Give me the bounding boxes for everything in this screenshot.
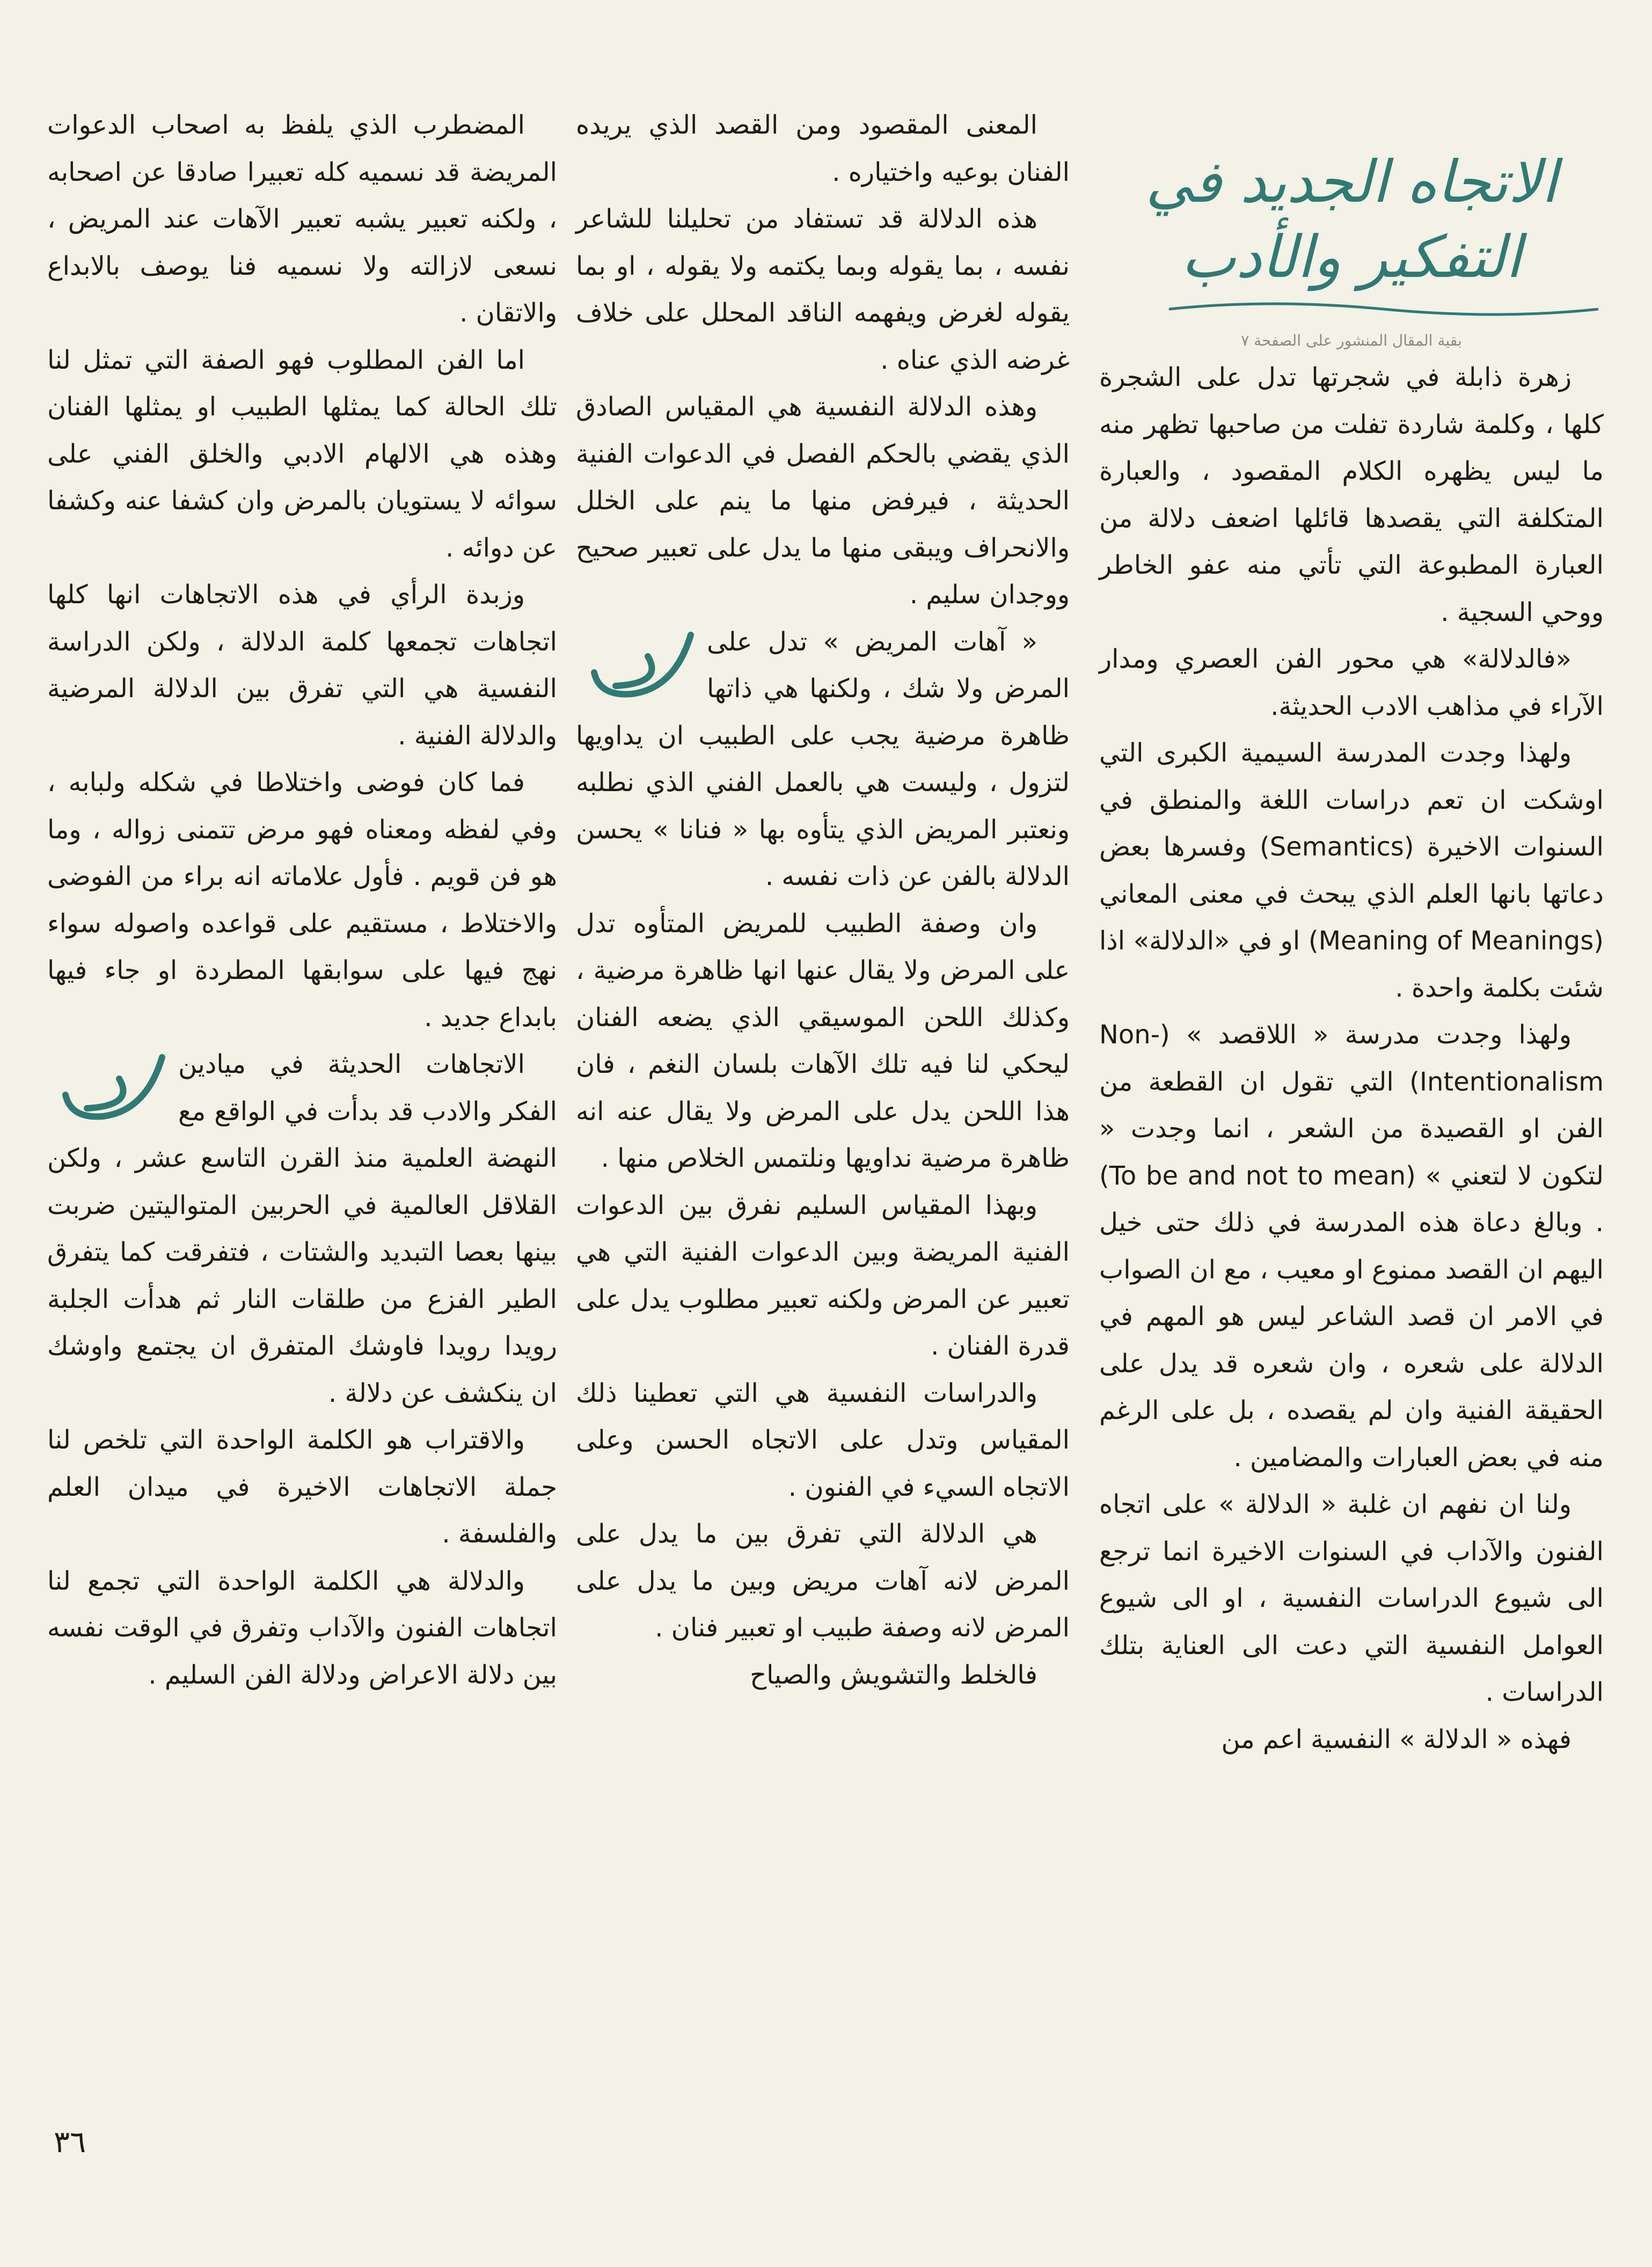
decorative-initial-icon: [583, 624, 707, 705]
decorative-initial-icon: [55, 1047, 178, 1127]
paragraph: هي الدلالة التي تفرق بين ما يدل على المرض لانه آهات مريض وبين ما يدل على المرض لانه وصفة طبيب او تعبير فنان .: [576, 1519, 1070, 1643]
article-title: الاتجاه الجديد في التفكير والأدب: [1145, 149, 1558, 291]
paragraph: اما الفن المطلوب فهو الصفة التي تمثل لنا تلك الحالة كما يمثلها الطبيب او يمثلها الفنان وهذه هي الالهام الادبي والخلق الفني على سوائه لا يستويان بالمرض وان كشفا عنه وكشفا عن دوائه .: [47, 345, 557, 563]
paragraph: « آهات المريض » تدل على المرض ولا شك ، ولكنها هي ذاتها ظاهرة مرضية يجب على الطبيب ان يداويها لتزول ، وليست هي بالعمل الفني الذي نطلبه ونعتبر المريض الذي يتأوه بها « فنانا » يحسن الدلالة بالفن عن ذات نفسه .: [576, 626, 1070, 891]
paragraph: والدلالة هي الكلمة الواحدة التي تجمع لنا اتجاهات الفنون والآداب وتفرق في الوقت نفسه بين دلالة الاعراض ودلالة الفن السليم .: [47, 1566, 557, 1690]
column-left: [47, 102, 557, 1699]
paragraph: هذه الدلالة قد تستفاد من تحليلنا للشاعر نفسه ، بما يقوله وبما يكتمه ولا يقوله ، او بما يقوله لغرض ويفهمه الناقد المحلل على خلاف غرضه الذي عناه .: [576, 204, 1070, 375]
paragraph: ولنا ان نفهم ان غلبة « الدلالة » على اتجاه الفنون والآداب في السنوات الاخيرة انما ترجع الى شيوع الدراسات النفسية ، او الى شيوع العوامل النفسية التي دعت الى العناية بتلك الدراسات .: [1099, 1489, 1604, 1707]
paragraph: والدراسات النفسية هي التي تعطينا ذلك المقياس وتدل على الاتجاه الحسن وعلى الاتجاه السيء في الفنون .: [576, 1378, 1070, 1502]
paragraph: ولهذا وجدت مدرسة « اللاقصد » (Non-Intentionalism) التي تقول ان القطعة من الفن او القصيدة من الشعر ، انما وجدت « لتكون لا لتعني » (To be and not to mean) . وبالغ دعاة هذه المدرسة في ذلك حتى خيل اليهم ان القصد ممنوع او معيب ، مع ان الصواب في الامر ان قصد الشاعر ليس هو المهم في الدلالة على شعره ، وان شعره قد يدل على الحقيقة الفنية وان لم يقصده ، بل على الرغم منه في بعض العبارات والمضامين .: [1099, 1020, 1604, 1473]
paragraph: المضطرب الذي يلفظ به اصحاب الدعوات المريضة قد نسميه كله تعبيرا صادقا عن اصحابه ، ولكنه تعبير يشبه تعبير الآهات عند المريض ، نسعى لازالته ولا نسميه فنا يوصف بالابداع والاتقان .: [47, 110, 557, 328]
paragraph: فهذه « الدلالة » النفسية اعم من: [1221, 1724, 1571, 1754]
paragraph: وهذه الدلالة النفسية هي المقياس الصادق الذي يقضي بالحكم الفصل في الدعوات الفنية الحديثة ، فيرفض منها ما ينم على الخلل والانحراف ويبقى منها ما يدل على تعبير صحيح ووجدان سليم .: [576, 392, 1070, 610]
column-right: [1099, 102, 1604, 1763]
paragraph: ولهذا وجدت المدرسة السيمية الكبرى التي اوشكت ان تعم دراسات اللغة والمنطق في السنوات الاخيرة (Semantics) وفسرها بعض دعاتها بانها العلم الذي يبحث في معنى المعاني (Meaning of Meanings) او في «الدلالة» اذا شئت بكلمة واحدة .: [1099, 738, 1604, 1003]
paragraph: والاقتراب هو الكلمة الواحدة التي تلخص لنا جملة الاتجاهات الاخيرة في ميدان العلم والفلسفة .: [47, 1425, 557, 1549]
column-middle: [576, 102, 1070, 1699]
source-note: بقية المقال المنشور على الصفحة ٧: [1241, 332, 1462, 349]
paragraph: فالخلط والتشويش والصياح: [750, 1659, 1037, 1690]
paragraph: وزبدة الرأي في هذه الاتجاهات انها كلها اتجاهات تجمعها كلمة الدلالة ، ولكن الدراسة النفسية هي التي تفرق بين الدلالة المرضية والدلالة الفنية .: [47, 580, 557, 751]
paragraph: زهرة ذابلة في شجرتها تدل على الشجرة كلها ، وكلمة شاردة تفلت من صاحبها تظهر منه ما ليس يظهره الكلام المقصود ، والعبارة المتكلفة التي يقصدها قائلها اضعف دلالة من العبارة المطبوعة التي تأتي منه عفو الخاطر ووحي السجية .: [1099, 362, 1604, 627]
paragraph: وان وصفة الطبيب للمريض المتأوه تدل على المرض ولا يقال عنها انها ظاهرة مرضية ، وكذلك اللحن الموسيقي الذي يضعه الفنان ليحكي لنا فيه تلك الآهات بلسان النغم ، فان هذا اللحن يدل على المرض ولا يقال عنه انه ظاهرة مرضية نداويها ونلتمس الخلاص منها .: [576, 908, 1070, 1173]
paragraph: الاتجاهات الحديثة في ميادين الفكر والادب قد بدأت في الواقع مع النهضة العلمية منذ القرن التاسع عشر ، ولكن القلاقل العالمية في الحربين المتواليتين ضربت بينها بعصا التبديد والشتات ، فتفرقت كما يتفرق الطير الفزع من طلقات النار ثم هدأت الجلبة رويدا رويدا فاوشك المتفرق ان يجتمع واوشك ان ينكشف عن دلالة .: [47, 1049, 557, 1408]
paragraph: وبهذا المقياس السليم نفرق بين الدعوات الفنية المريضة وبين الدعوات الفنية التي هي تعبير عن المرض ولكنه تعبير مطلوب يدل على قدرة الفنان .: [576, 1190, 1070, 1361]
paragraph: المعنى المقصود ومن القصد الذي يريده الفنان بوعيه واختياره .: [576, 110, 1070, 187]
paragraph: «فالدلالة» هي محور الفن العصري ومدار الآراء في مذاهب الادب الحديثة.: [1099, 644, 1604, 721]
page-number: ٣٦: [54, 2125, 86, 2160]
paragraph: فما كان فوضى واختلاطا في شكله ولبابه ، وفي لفظه ومعناه فهو مرض تتمنى زواله ، وما هو فن قويم . فأول علاماته انه براء من الفوضى والاختلاط ، مستقيم على قواعده واصوله سواء نهج فيها على سوابقها المطردة او جاء فيها بابداع جديد .: [47, 767, 557, 1033]
